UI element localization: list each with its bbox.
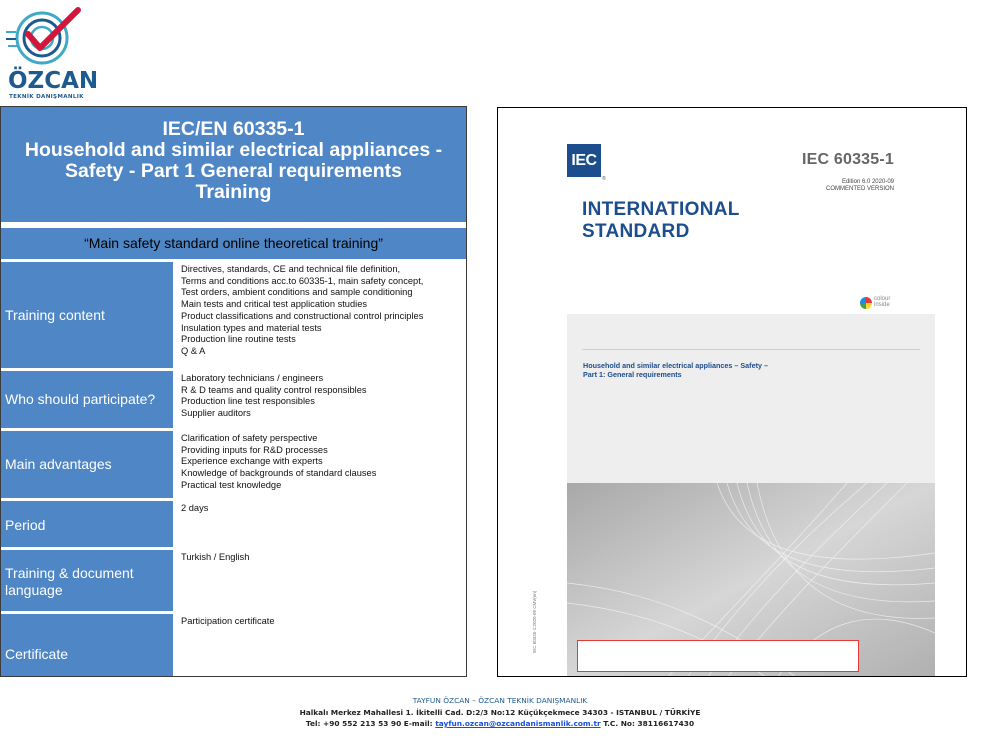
table-row (1, 501, 466, 547)
table-row (1, 371, 466, 428)
list-item: Knowledge of backgrounds of standard clauses (181, 468, 377, 479)
list-item: Test orders, ambient conditions and sample conditioning (181, 287, 413, 298)
cover-red-frame (577, 640, 859, 672)
iec-logo: IEC (567, 144, 601, 177)
row-label: Training & document language (1, 550, 173, 611)
list-item: R & D teams and quality control responsibles (181, 384, 367, 395)
edition-info (826, 179, 894, 193)
logo-subtitle: TEKNİK DANIŞMANLIK (9, 94, 84, 100)
training-title-line: IEC/EN 60335-1 (162, 118, 305, 140)
table-row (1, 614, 466, 676)
row-value-list (181, 371, 464, 420)
colour-label-line: inside (874, 302, 890, 308)
document-type-heading (582, 199, 740, 243)
heading-line: STANDARD (582, 221, 690, 242)
footer-contact (0, 695, 1000, 730)
list-item: Production line test responsibles (181, 396, 315, 407)
footer-company: TAYFUN ÖZCAN – ÖZCAN TEKNİK DANIŞMANLIK (412, 696, 588, 705)
footer-id: T.C. No: 38116617430 (600, 719, 695, 728)
training-title-line: Safety - Part 1 General requirements (64, 160, 403, 182)
list-item: Product classifications and constructional control principles (181, 310, 424, 321)
list-item: Directives, standards, CE and technical file definition, (181, 264, 401, 274)
training-info-table (0, 106, 467, 677)
footer-phone: Tel: +90 552 213 53 90 E-mail: (305, 719, 436, 728)
list-item: Participation certificate (181, 616, 275, 626)
row-value-list (181, 614, 464, 628)
list-item: 2 days (181, 503, 209, 513)
table-row (1, 262, 466, 368)
standard-title (583, 361, 768, 379)
row-label: Main advantages (1, 431, 173, 498)
training-subtitle: “Main safety standard online theoretical training” (1, 228, 466, 259)
footer-contact-line (0, 718, 1000, 730)
row-value-list (181, 501, 464, 515)
row-label: Training content (1, 262, 173, 368)
standard-cover-image (497, 107, 967, 677)
list-item: Experience exchange with experts (181, 456, 323, 467)
standard-title-line: Part 1: General requirements (583, 370, 682, 379)
side-code: IEC 60335-1:2020-09 CMV(en) (532, 590, 537, 653)
company-logo (4, 6, 99, 102)
list-item: Laboratory technicians / engineers (181, 373, 324, 383)
list-item: Terms and conditions acc.to 60335-1, main safety concept, (181, 275, 424, 286)
list-item: Turkish / English (181, 552, 250, 562)
divider (582, 349, 920, 350)
training-title (1, 107, 466, 222)
email-link[interactable]: tayfun.ozcan@ozcandanismanlik.com.tr (435, 719, 601, 728)
registered-mark: ® (602, 176, 606, 182)
list-item: Providing inputs for R&D processes (181, 444, 328, 455)
standard-number: IEC 60335-1 (801, 151, 894, 168)
colour-label-line: colour (874, 296, 891, 302)
list-item: Insulation types and material tests (181, 322, 322, 333)
list-item: Production line routine tests (181, 334, 296, 345)
row-label: Period (1, 501, 173, 547)
checkmark-target-icon (4, 6, 94, 70)
table-row (1, 431, 466, 498)
row-label: Who should participate? (1, 371, 173, 428)
standard-title-line: Household and similar electrical appliances – Safety – (583, 361, 768, 370)
row-label: Certificate (1, 614, 173, 676)
row-value-list (181, 262, 464, 358)
colour-inside-icon (860, 297, 872, 309)
logo-name: ÖZCAN (8, 68, 99, 94)
list-item: Practical test knowledge (181, 479, 282, 490)
edition-text: Edition 6.0 2020-09 (841, 179, 894, 185)
colour-inside-label (874, 296, 890, 308)
list-item: Supplier auditors (181, 408, 251, 419)
row-value-list (181, 431, 464, 492)
list-item: Main tests and critical test application studies (181, 299, 368, 310)
training-title-line: Household and similar electrical appliances - (24, 139, 443, 161)
row-value-list (181, 550, 464, 564)
list-item: Q & A (181, 345, 206, 356)
training-title-line: Training (195, 181, 272, 203)
footer-address: Halkalı Merkez Mahallesi 1. İkitelli Cad. D:2/3 No:12 Küçükçekmece 34303 - ISTANBUL / TÜRKİYE (299, 707, 701, 717)
table-row (1, 550, 466, 611)
version-text: COMMENTED VERSION (825, 186, 894, 192)
list-item: Clarification of safety perspective (181, 433, 318, 443)
heading-line: INTERNATIONAL (582, 199, 740, 220)
